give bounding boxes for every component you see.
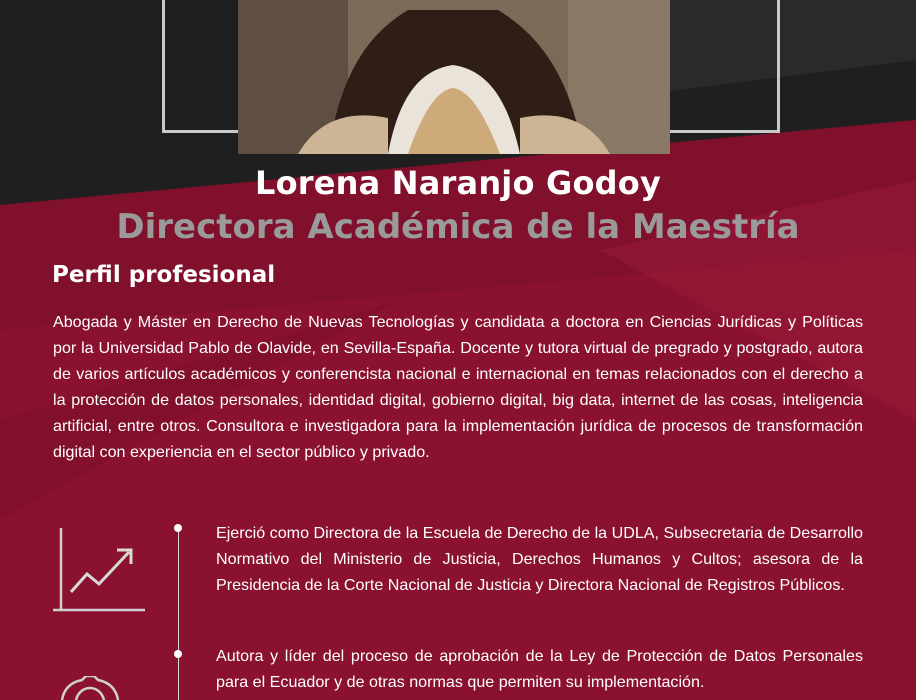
- growth-chart-icon: [47, 526, 147, 614]
- person-role: Directora Académica de la Maestría: [116, 207, 800, 247]
- bullet-item: Autora y líder del proceso de aprobación de la Ley de Protección de Datos Personales para el Ecuador y de otras normas que permiten su implementación.: [216, 647, 863, 691]
- bullet-dot: [174, 524, 182, 532]
- person-name: Lorena Naranjo Godoy: [255, 164, 661, 202]
- timeline-line: [178, 528, 179, 700]
- profile-summary: Abogada y Máster en Derecho de Nuevas Tecnologías y candidata a doctora en Ciencias Jurídicas y Políticas por la Universidad Pablo de Olavide, en Sevilla-España. Docente y tutora virtual de pregrado y postgrado, autora de varios artículos académicos y conferencista nacional e internacional en temas relacionados con el derecho a la protección de datos personales, identidad digital, gobierno digital, big data, internet de las cosas, inteligencia artificial, entre otros. Consultora e investigadora para la implementación jurídica de procesos de transformación digital con experiencia en el sector público y privado.: [53, 313, 863, 461]
- bullet-dot: [174, 650, 182, 658]
- section-title: Perfil profesional: [52, 262, 276, 288]
- portrait-illustration: [238, 0, 670, 154]
- profile-photo: [238, 0, 670, 154]
- bullet-item: Ejerció como Directora de la Escuela de Derecho de la UDLA, Subsecretaria de Desarrollo Normativo del Ministerio de Justicia, Derechos Humanos y Cultos; asesora de la Presidencia de la Corte Nacional de Justicia y Directora Nacional de Registros Públicos.: [216, 524, 863, 594]
- gear-icon: [58, 676, 122, 700]
